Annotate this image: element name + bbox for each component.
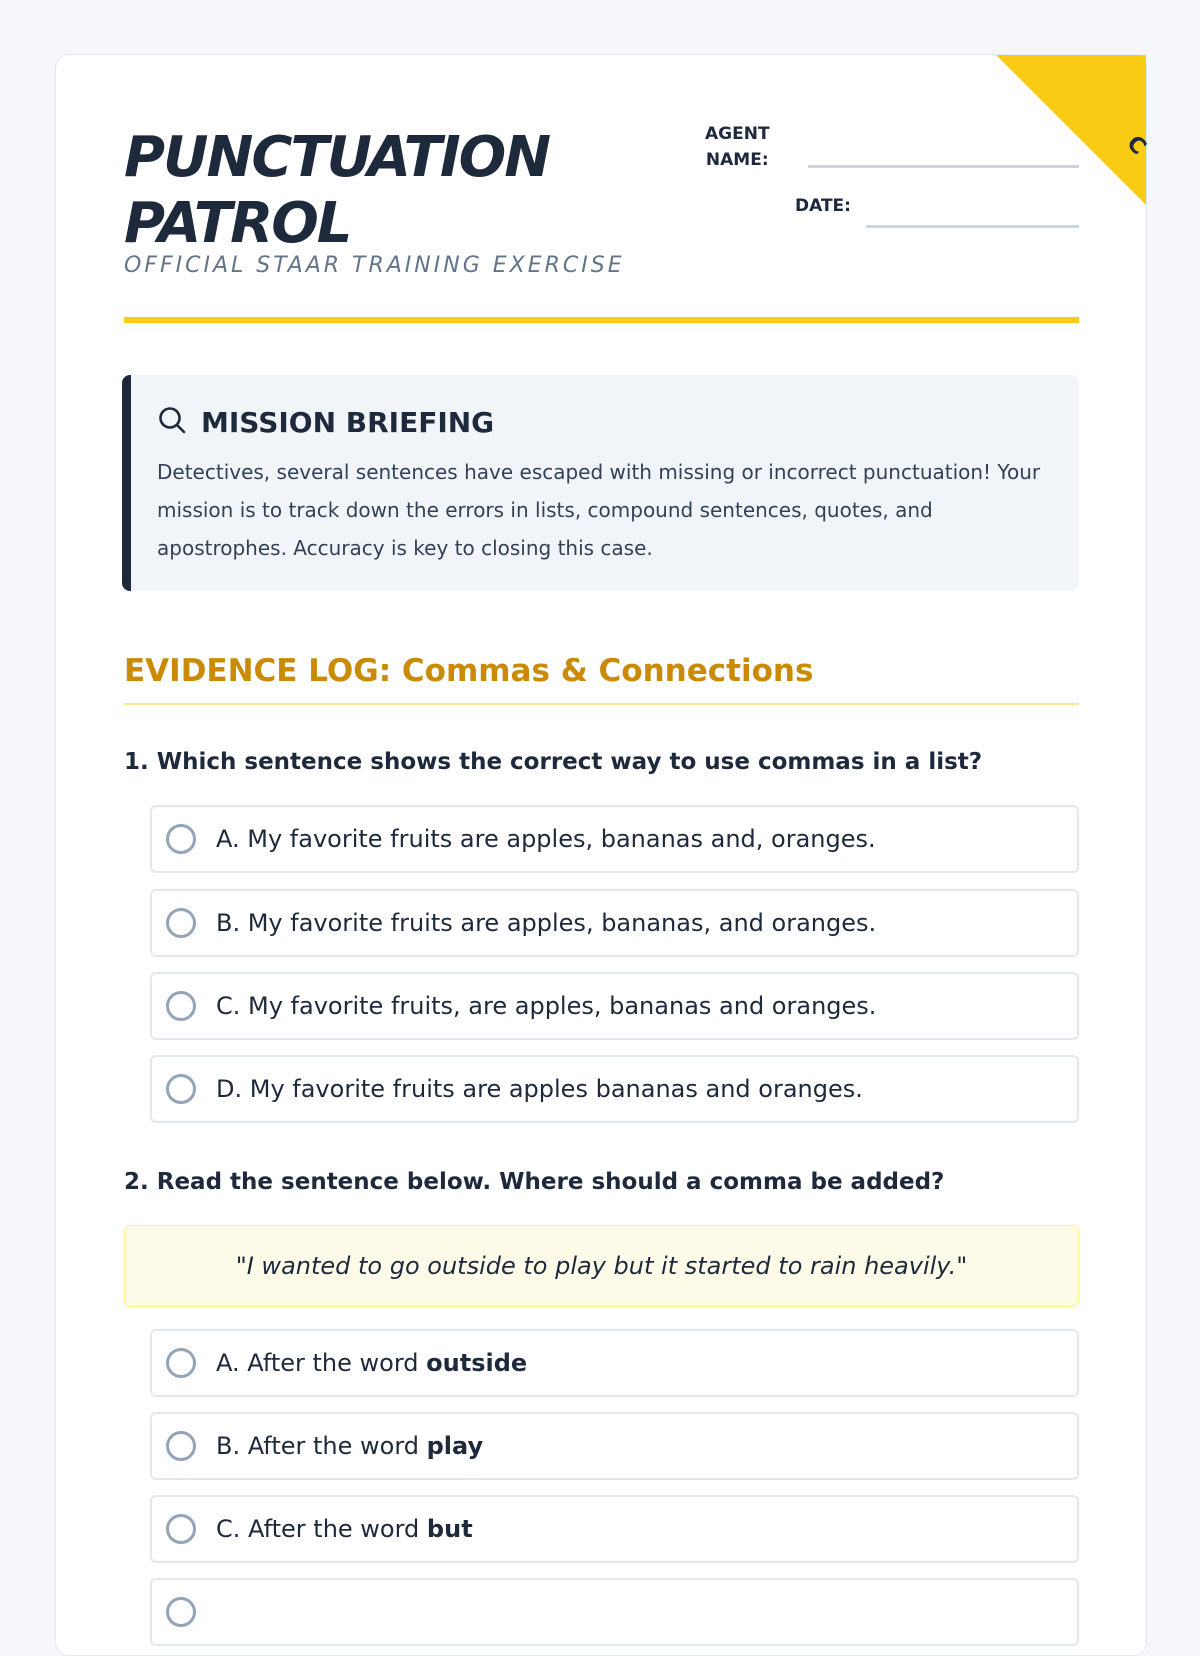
date-label: DATE: [795,196,851,216]
radio-button[interactable] [166,1348,196,1378]
briefing-text: Detectives, several sentences have escaped with missing or incorrect punctuation! Your mission is to track down the errors in lists, compound sentences, quotes, and apostrophes. Accuracy is key to closing this case. [157,460,1041,560]
question-2-prompt: 2. Read the sentence below. Where should a comma be added? [124,1169,945,1195]
mission-briefing [122,375,1079,591]
page-title [124,125,549,257]
radio-button[interactable] [166,824,196,854]
question-2-option-c[interactable] [150,1495,1079,1563]
corner-ribbon [996,55,1146,205]
search-icon [157,405,187,439]
question-1-option-d[interactable] [150,1055,1079,1123]
section-title: EVIDENCE LOG: Commas & Connections [124,653,814,689]
question-1-option-c[interactable] [150,972,1079,1040]
worksheet-card [55,54,1151,1656]
agent-name-label [705,121,770,173]
option-label: D. My favorite fruits are apples bananas and oranges. [216,1075,863,1103]
agent-name-label-line-2: NAME: [705,150,769,170]
radio-button[interactable] [166,1514,196,1544]
section-divider [124,703,1079,705]
radio-button[interactable] [166,1597,196,1627]
option-keyword: play [426,1432,484,1460]
question-1-option-b[interactable] [150,889,1079,957]
option-prefix: C. After the word [216,1515,427,1543]
briefing-title: MISSION BRIEFING [201,405,495,439]
option-label [216,1515,473,1543]
radio-button[interactable] [166,908,196,938]
agent-name-label-line-1: AGENT [705,124,770,144]
option-prefix: B. After the word [216,1432,427,1460]
question-1-option-a[interactable] [150,805,1079,873]
option-prefix: A. After the word [216,1349,427,1377]
radio-button[interactable] [166,991,196,1021]
radio-button[interactable] [166,1431,196,1461]
radio-button[interactable] [166,1074,196,1104]
option-label: C. My favorite fruits, are apples, bananas and oranges. [216,992,877,1020]
question-2-option-d[interactable] [150,1578,1079,1646]
question-2-option-a[interactable] [150,1329,1079,1397]
question-2-option-b[interactable] [150,1412,1079,1480]
question-2-quote: "I wanted to go outside to play but it started to rain heavily." [124,1225,1079,1307]
agent-name-field[interactable] [808,165,1079,168]
option-label: A. My favorite fruits are apples, bananas and, oranges. [216,825,876,853]
corner-ribbon-glyph: C [1121,130,1151,161]
title-line-1: PUNCTUATION [124,125,550,190]
header-divider [124,317,1079,323]
page-subtitle: OFFICIAL STAAR TRAINING EXERCISE [124,253,625,278]
date-field[interactable] [866,225,1079,228]
option-keyword: outside [426,1349,528,1377]
question-1-prompt: 1. Which sentence shows the correct way to use commas in a list? [124,749,983,775]
title-line-2: PATROL [124,191,351,256]
option-keyword: but [426,1515,473,1543]
option-label: B. My favorite fruits are apples, bananas, and oranges. [216,909,877,937]
option-label [216,1432,483,1460]
option-label [216,1349,527,1377]
